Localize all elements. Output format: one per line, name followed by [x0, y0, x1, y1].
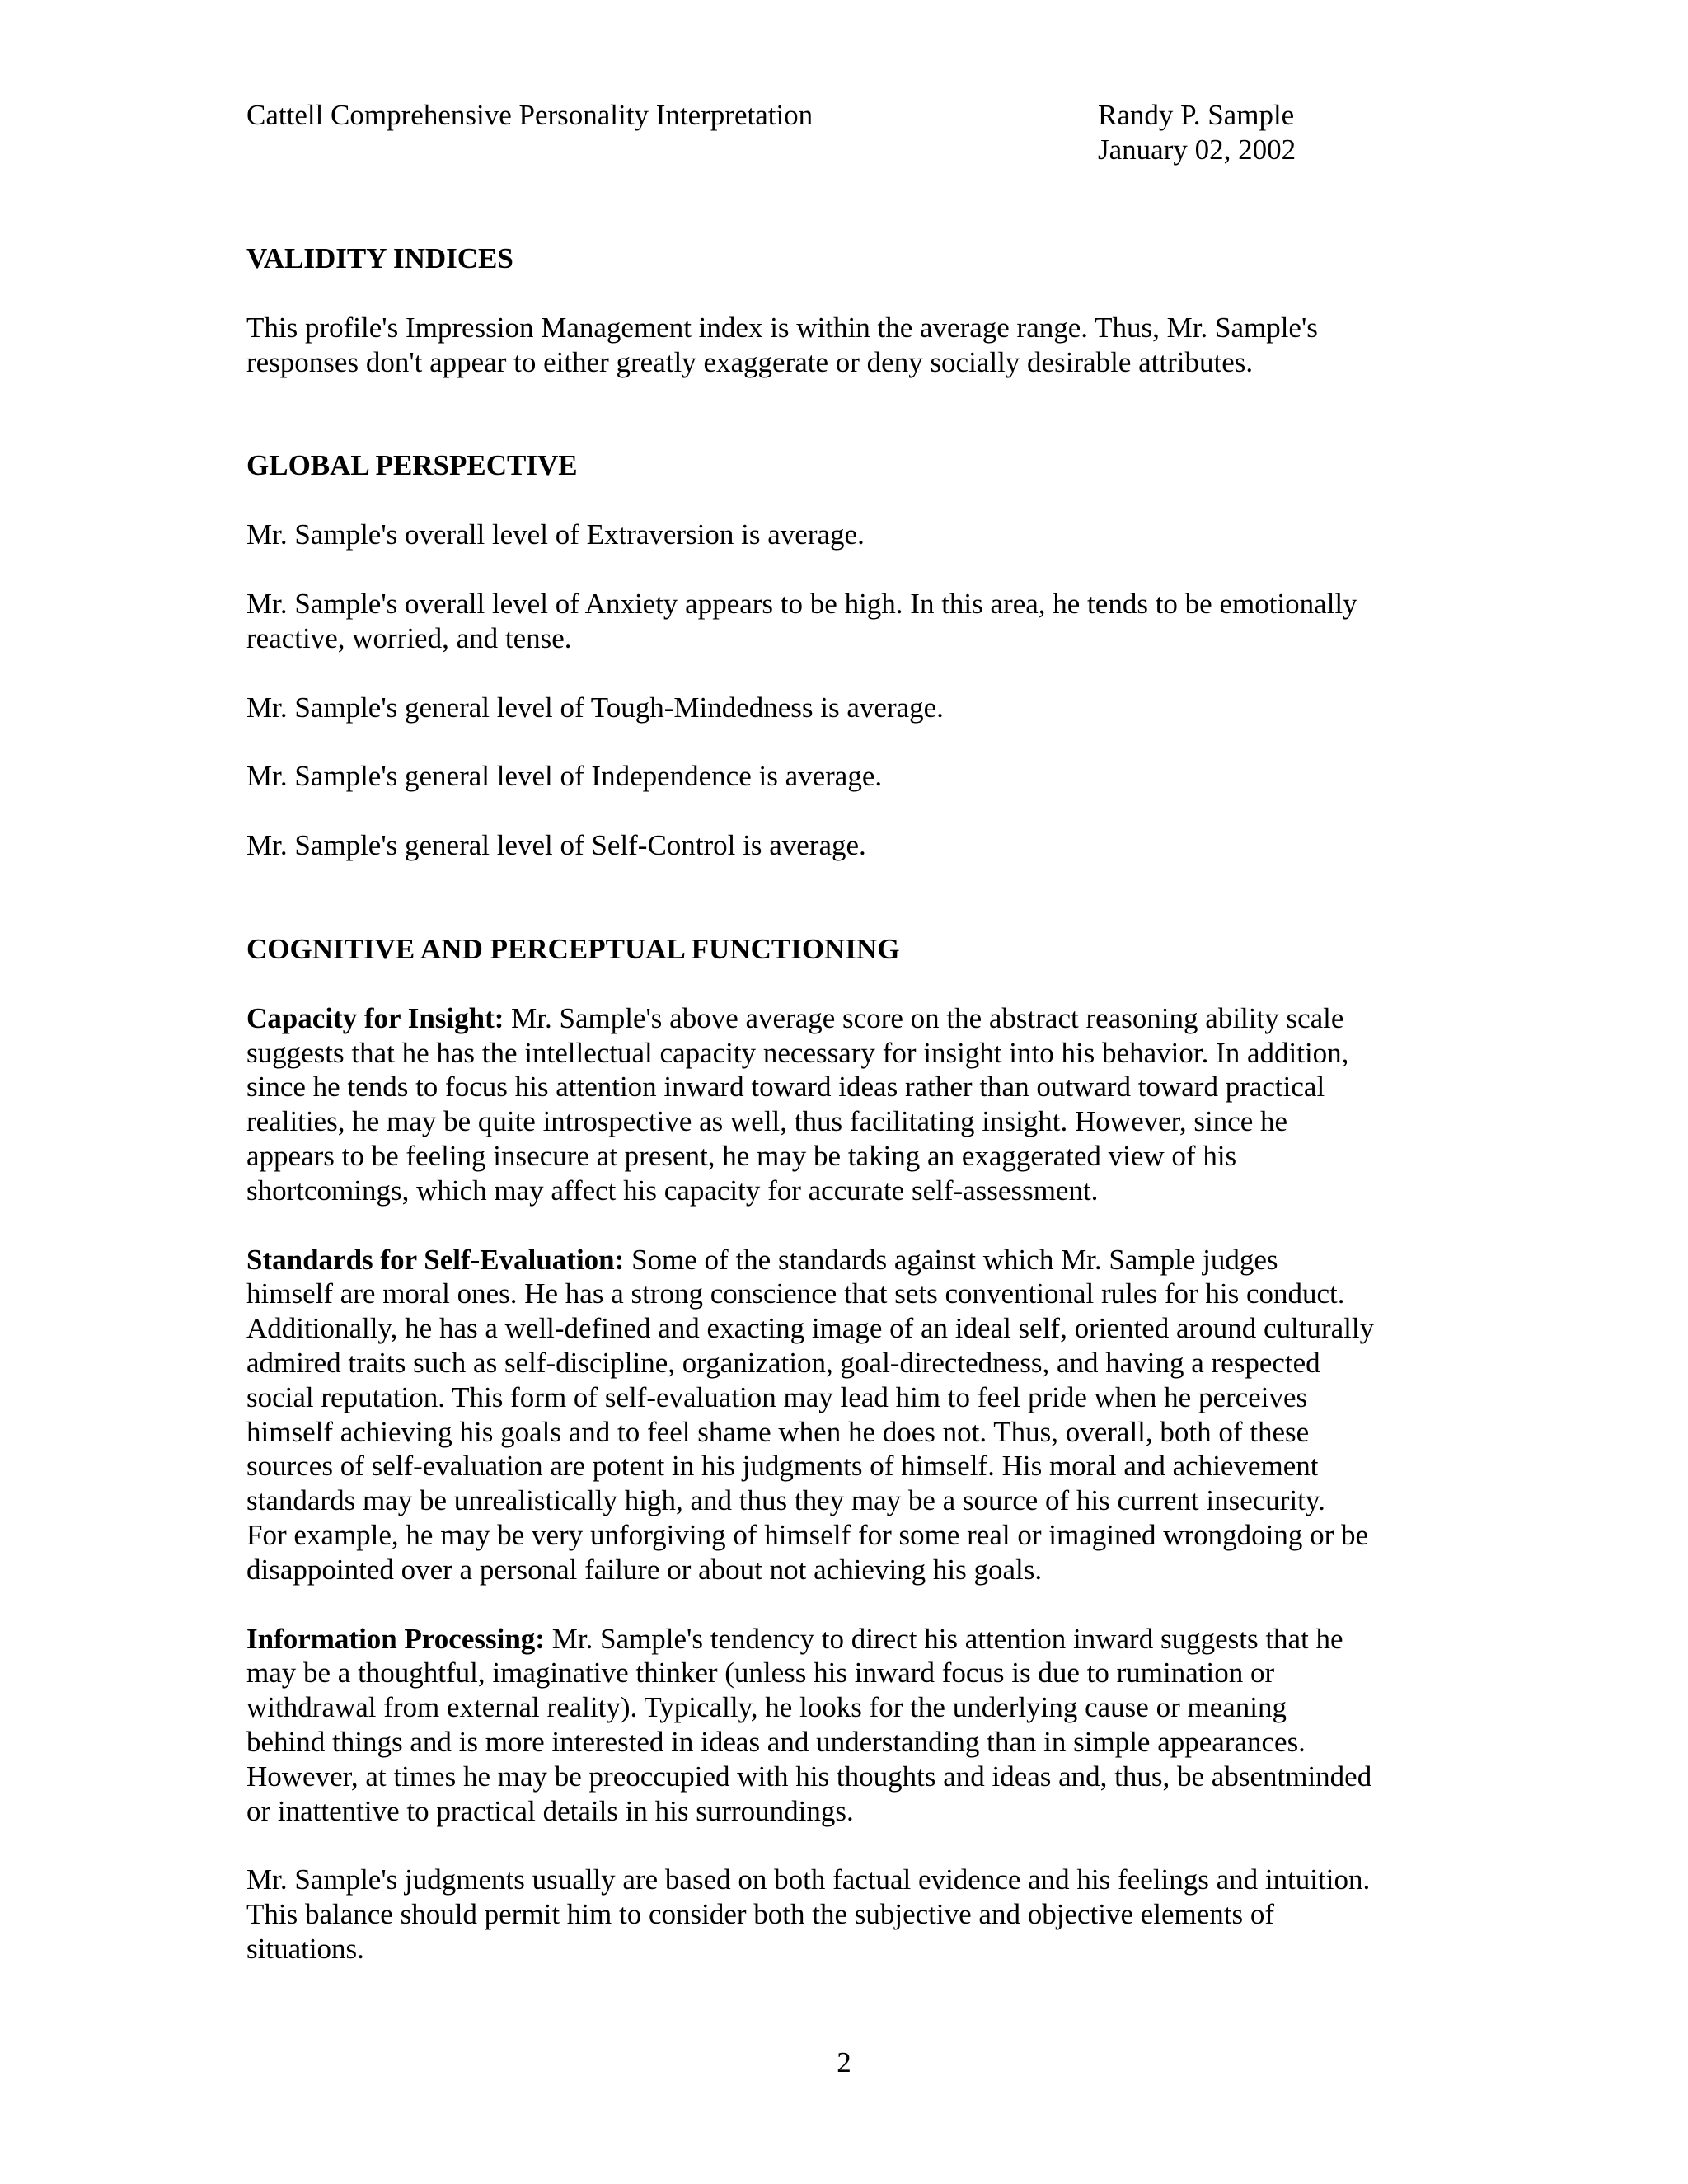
tough-mindedness-paragraph: Mr. Sample's general level of Tough-Mindedness is average.	[246, 691, 944, 724]
extraversion-paragraph: Mr. Sample's overall level of Extraversion is average.	[246, 518, 865, 551]
section-heading-validity: VALIDITY INDICES	[246, 242, 513, 274]
standards-lead: Standards for Self-Evaluation:	[246, 1243, 625, 1276]
report-body	[246, 241, 1433, 1966]
validity-paragraph: This profile's Impression Management index is within the average range. Thus, Mr. Sample's responses don't appear to either greatly exaggerate or deny socially desirable attributes.	[246, 311, 1318, 378]
judgments-paragraph: Mr. Sample's judgments usually are based on both factual evidence and his feelings and intuition. This balance should permit him to consider both the subjective and objective elements of situations.	[246, 1863, 1371, 1965]
info-text: Mr. Sample's tendency to direct his attention inward suggests that he may be a thoughtful, imaginative thinker (unless his inward focus is due to rumination or withdrawal from external reality). Typically, he looks for the underlying cause or meaning behind things and is more interested in ideas and understanding than in simple appearances. However, at times he may be preoccupied with his thoughts and ideas and, thus, be absentminded or inattentive to practical details in his surroundings.	[246, 1622, 1372, 1827]
standards-text: Some of the standards against which Mr. Sample judges himself are moral ones. He has a strong conscience that sets conventional rules for his conduct. Additionally, he has a well-defined and exacting image of an ideal self, oriented around culturally admired traits such as self-discipline, organization, goal-directedness, and having a respected social reputation. This form of self-evaluation may lead him to feel pride when he perceives himself achieving his goals and to feel shame when he does not. Thus, overall, both of these sources of self-evaluation are potent in his judgments of himself. His moral and achievement standards may be unrealistically high, and thus they may be a source of his current insecurity. For example, he may be very unforgiving of himself for some real or imagined wrongdoing or be disappointed over a personal failure or about not achieving his goals.	[246, 1243, 1375, 1586]
self-control-paragraph: Mr. Sample's general level of Self-Control is average.	[246, 829, 866, 862]
anxiety-paragraph: Mr. Sample's overall level of Anxiety appears to be high. In this area, he tends to be emotionally reactive, worried, and tense.	[246, 587, 1357, 654]
client-name: Randy P. Sample	[1098, 99, 1295, 131]
header-meta	[1098, 98, 1296, 167]
section-heading-global: GLOBAL PERSPECTIVE	[246, 449, 578, 482]
independence-paragraph: Mr. Sample's general level of Independence is average.	[246, 760, 883, 793]
information-processing-paragraph	[246, 1622, 1433, 1829]
section-heading-cognitive: COGNITIVE AND PERCEPTUAL FUNCTIONING	[246, 932, 900, 965]
insight-text: Mr. Sample's above average score on the abstract reasoning ability scale suggests that he has the intellectual capacity necessary for insight into his behavior. In addition, since he tends to focus his attention inward toward ideas rather than outward toward practical realities, he may be quite introspective as well, thus facilitating insight. However, since he appears to be feeling insecure at present, he may be taking an exaggerated view of his shortcomings, which may affect his capacity for accurate self-assessment.	[246, 1001, 1349, 1207]
insight-paragraph	[246, 1001, 1433, 1208]
info-lead: Information Processing:	[246, 1622, 545, 1655]
standards-paragraph	[246, 1243, 1433, 1587]
report-title: Cattell Comprehensive Personality Interpretation	[246, 99, 814, 131]
page-number: 2	[837, 2046, 851, 2079]
insight-lead: Capacity for Insight:	[246, 1001, 504, 1034]
report-date: January 02, 2002	[1098, 133, 1296, 166]
